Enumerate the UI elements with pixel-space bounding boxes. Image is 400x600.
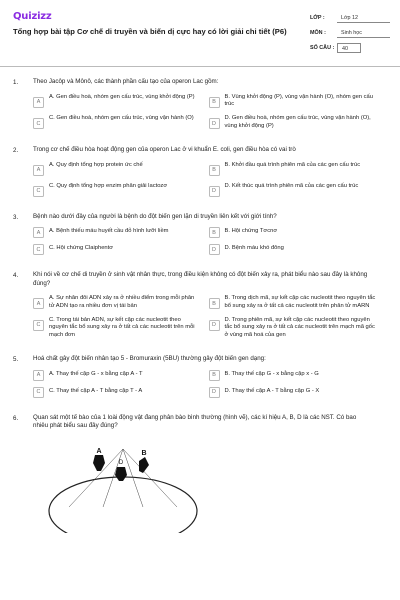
option-d[interactable] [209, 244, 377, 255]
option-grid [33, 227, 376, 255]
option-text: D. Bệnh máu khó đông [224, 245, 284, 252]
option-text: D. Trong phiên mã, sự kết cặp các nucleotit theo nguyên tắc bổ sung xảy ra ở tất cả các nucleotit trên mạch mã gốc ở vùng mã hoá của gen [224, 316, 375, 338]
meta-box [310, 10, 390, 55]
meta-subject [310, 25, 390, 40]
option-letter-badge: B [209, 97, 220, 108]
option-letter-badge: C [33, 387, 44, 398]
option-letter-badge: C [33, 186, 44, 197]
option-text: B. Thay thế cặp G - x bằng cặp x - G [224, 370, 319, 377]
question-number: 1. [13, 79, 19, 86]
option-d[interactable] [209, 316, 377, 339]
option-d[interactable] [209, 387, 377, 398]
header-divider [0, 66, 400, 67]
option-b[interactable] [209, 294, 377, 310]
option-a[interactable] [33, 227, 201, 238]
question-5 [13, 355, 388, 398]
option-grid [33, 370, 376, 398]
option-c[interactable] [33, 387, 201, 398]
option-letter-badge: A [33, 370, 44, 381]
option-letter-badge: B [209, 370, 220, 381]
chromosome-d [115, 460, 127, 481]
chromosome-label: D [118, 459, 124, 466]
option-text: A. Quy định tổng hợp protein ức chế [49, 161, 143, 168]
question-number: 3. [13, 213, 19, 221]
document-header [0, 0, 400, 66]
question-text: Quan sát một tế bào của 1 loài động vật đang phân bào bình thường (hình vẽ), các kí hiệu A, B, D là các NST. Có bao nhiêu phát biểu sau đây đúng? [33, 413, 357, 430]
question-text: Bệnh nào dưới đây của người là bệnh do đột biến gen lặn di truyền liên kết với giới tính? [33, 212, 277, 220]
option-grid [33, 294, 376, 339]
option-b[interactable] [209, 161, 377, 176]
option-d[interactable] [209, 182, 377, 197]
chromosome-shape [115, 467, 127, 481]
option-a[interactable] [33, 161, 201, 176]
option-b[interactable] [209, 370, 377, 381]
spindle-fiber [123, 449, 177, 507]
question-list [0, 78, 400, 535]
option-text: A. Gen điều hoà, nhóm gen cấu trúc, vùng khởi động (P) [49, 93, 195, 100]
option-text: B. Khởi đầu quá trình phiên mã của các gen cấu trúc [224, 161, 361, 168]
option-d[interactable] [209, 114, 377, 130]
question-text: Theo Jacôp và Mônô, các thành phần cấu tạo của operon Lac gồm: [33, 78, 219, 85]
option-letter-badge: A [33, 97, 44, 108]
question-number: 6. [13, 414, 19, 422]
option-letter-badge: C [33, 320, 44, 331]
option-c[interactable] [33, 316, 201, 339]
option-text: C. Thay thế cặp A - T bằng cặp T - A [49, 387, 143, 394]
option-text: D. Kết thúc quá trình phiên mã của các gen cấu trúc [224, 182, 359, 189]
option-c[interactable] [33, 182, 201, 197]
meta-value: Sinh học [337, 28, 390, 38]
option-a[interactable] [33, 370, 201, 381]
chromosome-label: A [96, 447, 102, 455]
option-a[interactable] [33, 93, 201, 109]
option-letter-badge: C [33, 244, 44, 255]
option-letter-badge: D [209, 118, 220, 129]
option-b[interactable] [209, 227, 377, 238]
option-letter-badge: D [209, 387, 220, 398]
option-letter-badge: D [209, 186, 220, 197]
option-text: B. Hội chứng Tơcnơ [224, 228, 278, 235]
option-letter-badge: D [209, 244, 220, 255]
option-text: A. Thay thế cặp G - x bằng cặp A - T [49, 370, 143, 377]
option-text: B. Trong dịch mã, sự kết cặp các nucleotit theo nguyên tắc bổ sung xảy ra ở tất cả các nucleotit trên phân tử mARN [224, 295, 376, 309]
option-grid [33, 93, 376, 131]
question-text: Hoá chất gây đột biến nhân tạo 5 - Bromuraxin (5BU) thường gây đột biến gen dạng: [33, 355, 266, 363]
option-letter-badge: A [33, 298, 44, 309]
meta-key: LỚP : [310, 14, 325, 21]
option-grid [33, 161, 376, 197]
question-number: 2. [13, 147, 19, 155]
question-number: 5. [13, 356, 19, 364]
option-letter-badge: B [209, 227, 220, 238]
meta-key: MÔN : [310, 29, 326, 36]
option-text: C. Trong tái bản ADN, sự kết cặp các nucleotit theo nguyên tắc bổ sung xảy ra ở tất cả các nucleotit trên mỗi mạch đơn [49, 316, 195, 338]
option-b[interactable] [209, 93, 377, 109]
chromosome-shape [139, 457, 149, 473]
option-letter-badge: B [209, 298, 220, 309]
question-number: 4. [13, 272, 19, 280]
option-letter-badge: B [209, 165, 220, 176]
cell-division-diagram [43, 441, 203, 533]
option-text: C. Gen điều hoà, nhóm gen cấu trúc, vùng vận hành (O) [49, 115, 194, 122]
option-c[interactable] [33, 114, 201, 130]
option-letter-badge: A [33, 165, 44, 176]
document-title: Tổng hợp bài tập Cơ chế di truyền và biến dị cực hay có lời giải chi tiết (P6) [13, 27, 287, 36]
meta-value: 40 [337, 43, 361, 53]
option-text: D. Thay thế cặp A - T bằng cặp G - X [224, 387, 320, 394]
option-text: A. Bệnh thiếu máu huyết cầu đỏ hình lưỡi liềm [49, 228, 169, 235]
question-text: Trong cơ chế điều hòa hoạt động gen của operon Lac ở vi khuẩn E. coli, gen điều hòa có vai trò [33, 146, 296, 154]
option-letter-badge: A [33, 227, 44, 238]
question-3 [13, 213, 388, 256]
option-text: C. Hội chứng Claiphentơ [49, 245, 114, 252]
meta-count [310, 40, 390, 55]
option-text: C. Quy định tổng hợp enzim phân giải lactozơ [49, 182, 168, 189]
meta-class [310, 10, 390, 25]
option-a[interactable] [33, 294, 201, 310]
option-text: A. Sự nhân đôi ADN xảy ra ở nhiều điểm trong mỗi phân tử ADN tạo ra nhiều đơn vị tái bản [49, 295, 195, 309]
option-text: D. Gen điều hoà, nhóm gen cấu trúc, vùng vận hành (O), vùng khởi động (P) [224, 115, 371, 129]
chromosome-a [93, 448, 105, 471]
meta-value: Lớp 12 [337, 13, 390, 23]
chromosome-b [139, 450, 149, 473]
option-letter-badge: D [209, 320, 220, 331]
option-letter-badge: C [33, 118, 44, 129]
question-6 [13, 414, 388, 535]
question-text: Khi nói về cơ chế di truyền ở sinh vật nhân thực, trong điều kiện không có đột biến xảy ra, phát biểu nào sau đây là không đúng? [33, 271, 368, 287]
question-4 [13, 271, 388, 339]
quizizz-logo: Quizizz [13, 11, 52, 22]
meta-key: SỐ CÂU : [310, 44, 335, 51]
chromosome-shape [93, 455, 105, 471]
option-c[interactable] [33, 244, 201, 255]
option-text: B. Vùng khởi động (P), vùng vận hành (O), nhóm gen cấu trúc [224, 93, 373, 107]
question-2 [13, 146, 388, 197]
chromosome-label: B [141, 449, 147, 457]
question-1 [13, 78, 388, 130]
